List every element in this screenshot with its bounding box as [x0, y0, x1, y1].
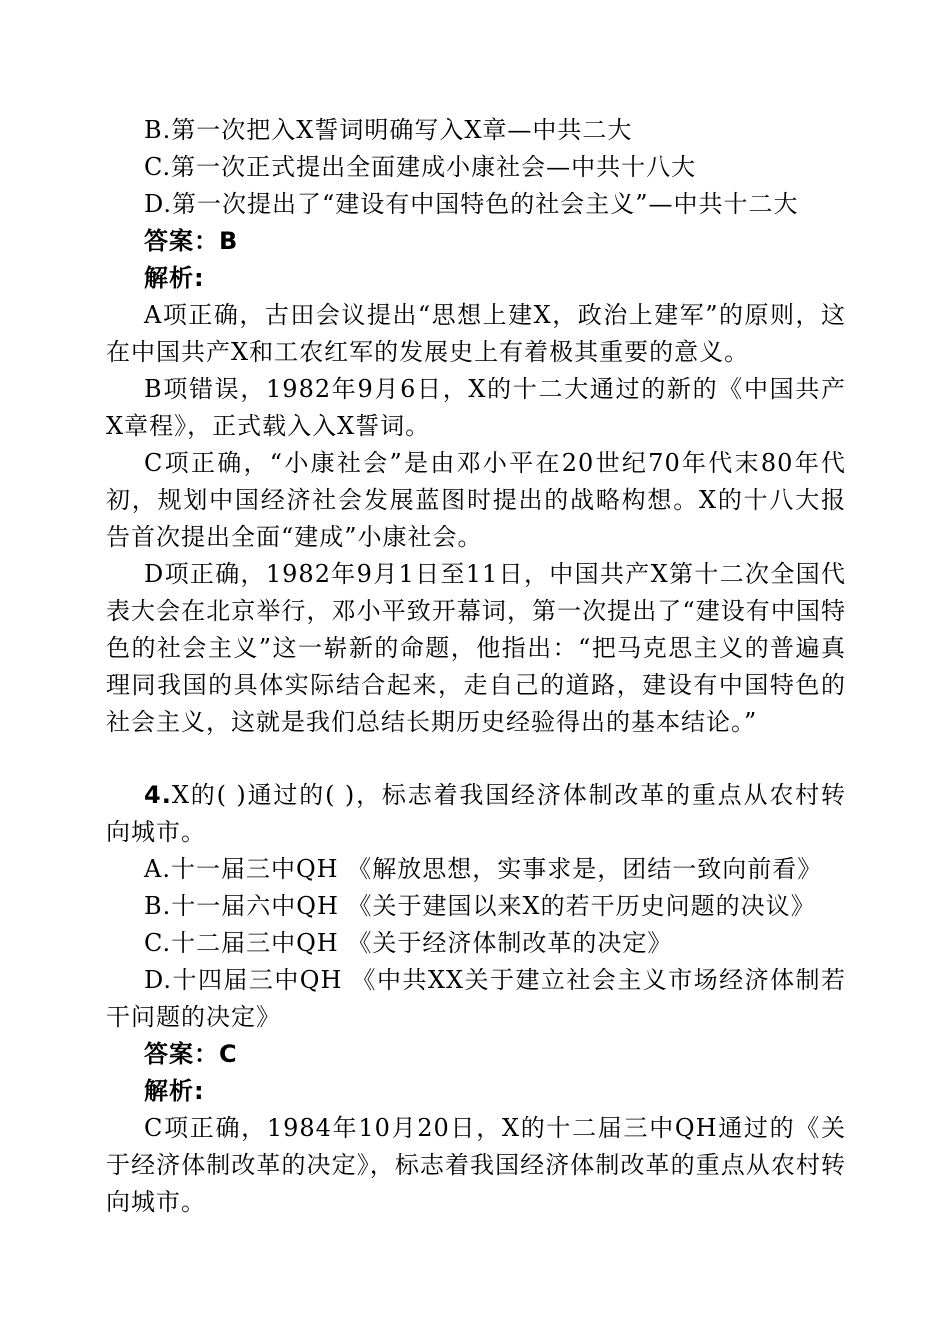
q3-answer: 答案：B [144, 227, 239, 255]
q4-stem-paragraph [106, 777, 846, 851]
q3-analysis-c: C项正确，“小康社会”是由邓小平在20世纪70年代末80年代初，规划中国经济社会发展蓝图时提出的战略构想。X的十八大报告首次提出全面“建成”小康社会。 [106, 449, 846, 551]
q4-analysis-c: C项正确，1984年10月20日，X的十二届三中QH通过的《关于经济体制改革的决定》，标志着我国经济体制改革的重点从农村转向城市。 [106, 1114, 846, 1216]
q3-analysis-b: B项错误，1982年9月6日，X的十二大通过的新的《中国共产X章程》，正式载入入X誓词。 [106, 375, 846, 440]
q3-option-c: C.第一次正式提出全面建成小康社会—中共十八大 [144, 153, 697, 181]
q3-option-b: B.第一次把入X誓词明确写入X章—中共二大 [144, 116, 633, 144]
q3-analysis-label: 解析: [144, 264, 205, 292]
document-content [106, 112, 846, 1221]
q4-number: 4. [144, 781, 172, 809]
question-spacer [106, 741, 846, 777]
q4-analysis-label: 解析: [144, 1077, 205, 1105]
q4-stem: X的( )通过的( )，标志着我国经济体制改革的重点从农村转向城市。 [106, 781, 846, 846]
q4-answer: 答案：C [144, 1040, 238, 1068]
q4-option-c: C.十二届三中QH 《关于经济体制改革的决定》 [144, 929, 673, 957]
q4-option-b: B.十一届六中QH 《关于建国以来X的若干历史问题的决议》 [144, 892, 816, 920]
q3-analysis-a: A项正确，古田会议提出“思想上建X，政治上建军”的原则，这在中国共产X和工农红军的发展史上有着极其重要的意义。 [106, 301, 846, 366]
q3-option-d: D.第一次提出了“建设有中国特色的社会主义”—中共十二大 [144, 190, 799, 218]
q3-analysis-d: D项正确，1982年9月1日至11日，中国共产X第十二次全国代表大会在北京举行，邓小平致开幕词，第一次提出了“建设有中国特色的社会主义”这一崭新的命题，他指出：“把马克思主义的普遍真理同我国的具体实际结合起来，走自己的道路，建设有中国特色的社会主义，这就是我们总结长期历史经验得出的基本结论。” [106, 560, 846, 736]
q4-option-a: A.十一届三中QH 《解放思想，实事求是，团结一致向前看》 [144, 855, 823, 883]
q4-option-d: D.十四届三中QH 《中共XX关于建立社会主义市场经济体制若干问题的决定》 [106, 966, 846, 1031]
